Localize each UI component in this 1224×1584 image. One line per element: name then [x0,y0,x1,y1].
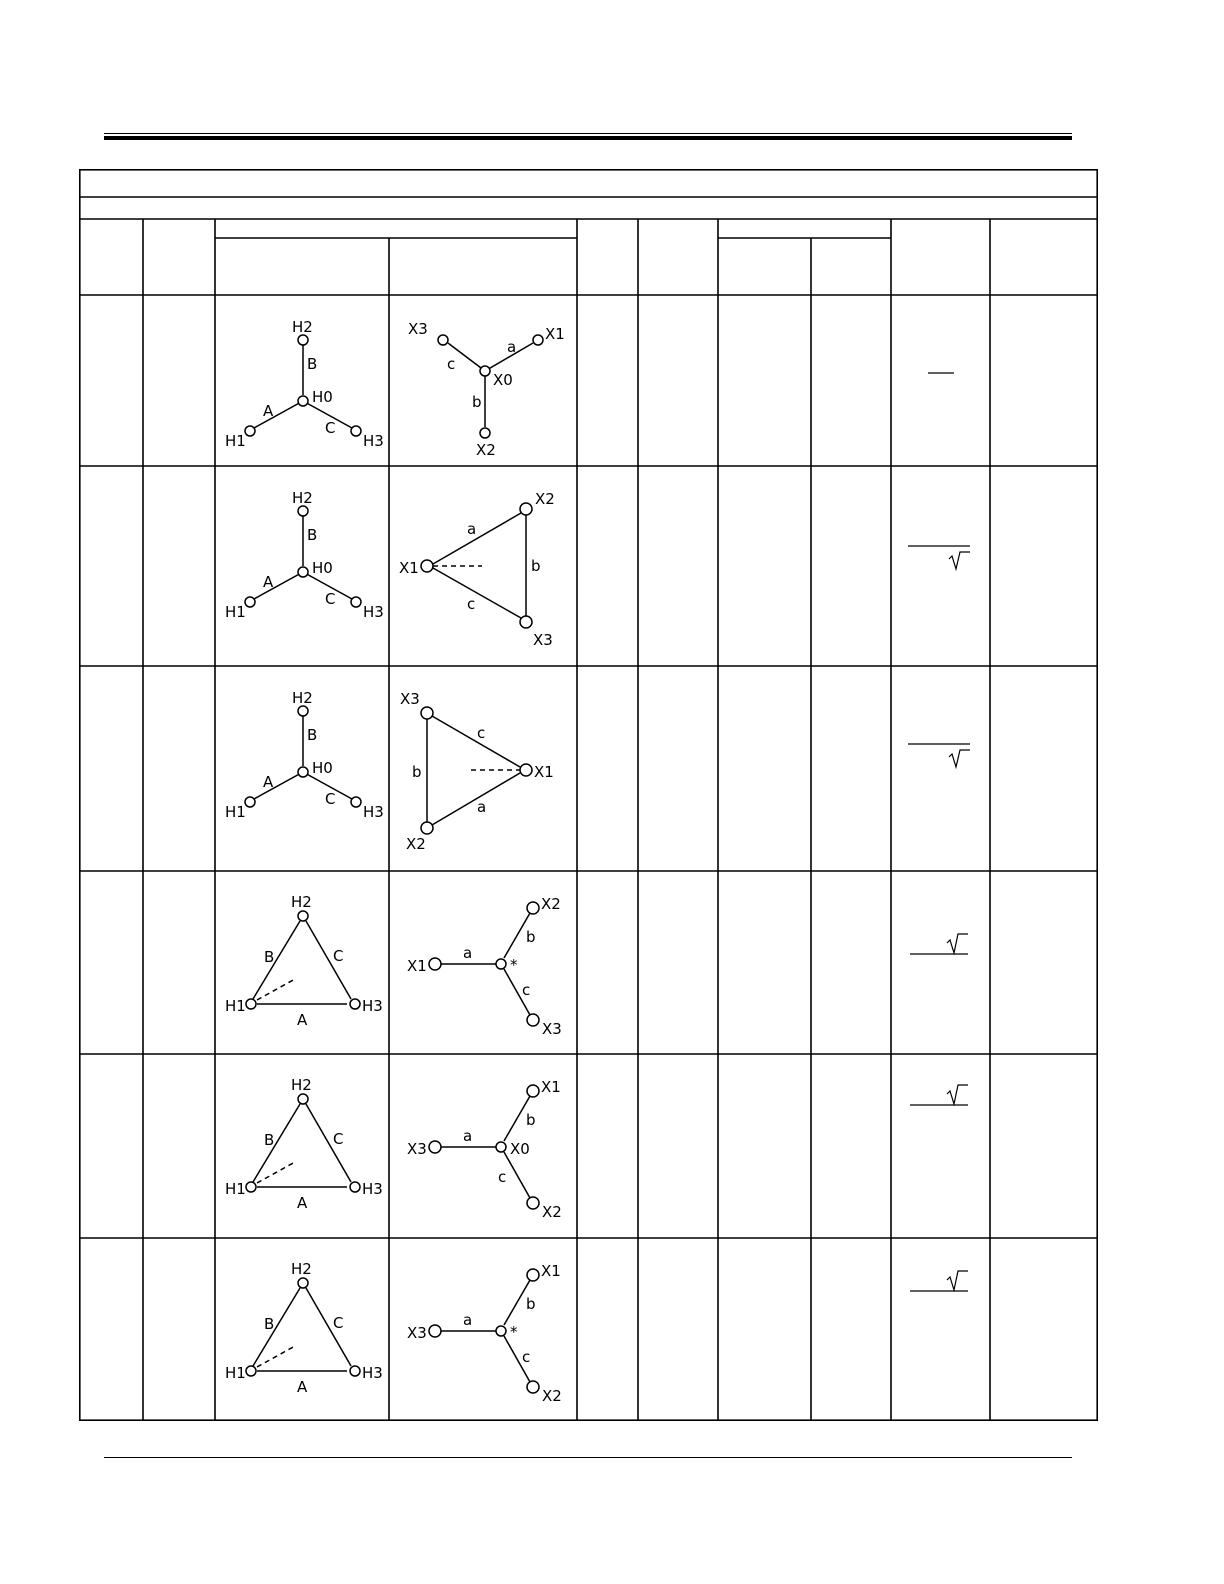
node-label: H1 [225,1364,246,1382]
winding-label: B [307,726,318,744]
winding-label: c [498,1168,507,1186]
node-label: X2 [406,835,426,853]
hv-delta-diagram [215,871,389,1054]
winding-label: C [325,590,336,608]
node-label: H3 [363,432,384,450]
footer-rule [104,1457,1072,1458]
winding-label: c [447,355,456,373]
winding-label: a [507,338,517,356]
hv-wye-diagram [215,295,389,466]
node-label: X1 [541,1078,561,1096]
formula-fraction-sqrt-symbol [891,466,990,666]
node-label: X3 [400,690,420,708]
node-label: H2 [292,489,313,507]
node-label: H2 [291,1076,312,1094]
winding-label: b [531,557,541,575]
hv-wye-diagram [215,666,389,871]
formula-fraction-sqrt-symbol [891,1054,990,1238]
node-label: H3 [362,997,383,1015]
node-label: * [510,956,518,974]
node-label: X3 [407,1324,427,1342]
hv-wye-diagram [215,466,389,666]
node-label: X1 [399,559,419,577]
node-label: H0 [312,388,333,406]
node-label: X2 [535,490,555,508]
node-label: X1 [545,325,565,343]
node-label: H1 [225,803,246,821]
lv-wye-diagram [389,1238,577,1421]
node-label: X0 [493,371,513,389]
node-label: X2 [476,441,496,459]
winding-label: A [263,773,274,791]
node-label: H1 [225,1180,246,1198]
winding-label: A [297,1194,308,1212]
winding-label: A [263,402,274,420]
formula-fraction-symbol [891,295,990,466]
node-label: H1 [225,997,246,1015]
node-label: X3 [542,1020,562,1038]
winding-label: C [333,1130,344,1148]
node-label: H2 [292,318,313,336]
winding-label: A [297,1378,308,1396]
node-label: H0 [312,559,333,577]
node-label: X1 [534,763,554,781]
lv-delta-diagram [389,466,577,666]
winding-label: B [264,948,275,966]
node-label: X3 [407,1140,427,1158]
winding-label: A [297,1011,308,1029]
node-label: X1 [541,1262,561,1280]
node-label: X2 [542,1203,562,1221]
node-label: H3 [362,1180,383,1198]
winding-label: C [325,790,336,808]
winding-label: B [307,355,318,373]
winding-label: a [463,1311,473,1329]
formula-fraction-sqrt-symbol [891,1238,990,1421]
node-label: X1 [407,957,427,975]
winding-label: b [412,763,422,781]
node-label: * [510,1323,518,1341]
winding-label: c [467,595,476,613]
winding-label: c [522,1348,531,1366]
node-label: H0 [312,759,333,777]
node-label: X3 [408,320,428,338]
winding-label: b [526,928,536,946]
node-label: X2 [542,1387,562,1405]
winding-label: a [477,798,487,816]
winding-label: C [325,419,336,437]
winding-label: C [333,947,344,965]
lv-wye-diagram [389,1054,577,1238]
hv-delta-diagram [215,1238,389,1421]
hv-delta-diagram [215,1054,389,1238]
winding-label: C [333,1314,344,1332]
node-label: H2 [291,1260,312,1278]
node-label: H3 [363,603,384,621]
winding-label: B [264,1131,275,1149]
winding-label: c [522,981,531,999]
node-label: H2 [292,689,313,707]
node-label: H3 [362,1364,383,1382]
node-label: X2 [541,895,561,913]
node-label: H1 [225,432,246,450]
node-label: H3 [363,803,384,821]
winding-label: a [463,1127,473,1145]
lv-wye-diagram [389,295,577,466]
formula-fraction-sqrt-symbol [891,871,990,1054]
winding-label: B [264,1315,275,1333]
winding-label: b [526,1111,536,1129]
node-label: H2 [291,893,312,911]
node-label: X3 [533,631,553,649]
winding-label: c [477,724,486,742]
winding-label: B [307,526,318,544]
header-rule-thick [104,136,1072,140]
winding-label: a [467,520,477,538]
connection-table [79,169,1098,1421]
node-label: X0 [510,1140,530,1158]
header-rule-thin [104,133,1072,134]
winding-label: b [526,1295,536,1313]
node-label: H1 [225,603,246,621]
lv-delta-diagram [389,666,577,871]
winding-label: a [463,944,473,962]
lv-wye-diagram [389,871,577,1054]
winding-label: A [263,573,274,591]
formula-fraction-sqrt-symbol [891,666,990,871]
winding-label: b [472,393,482,411]
